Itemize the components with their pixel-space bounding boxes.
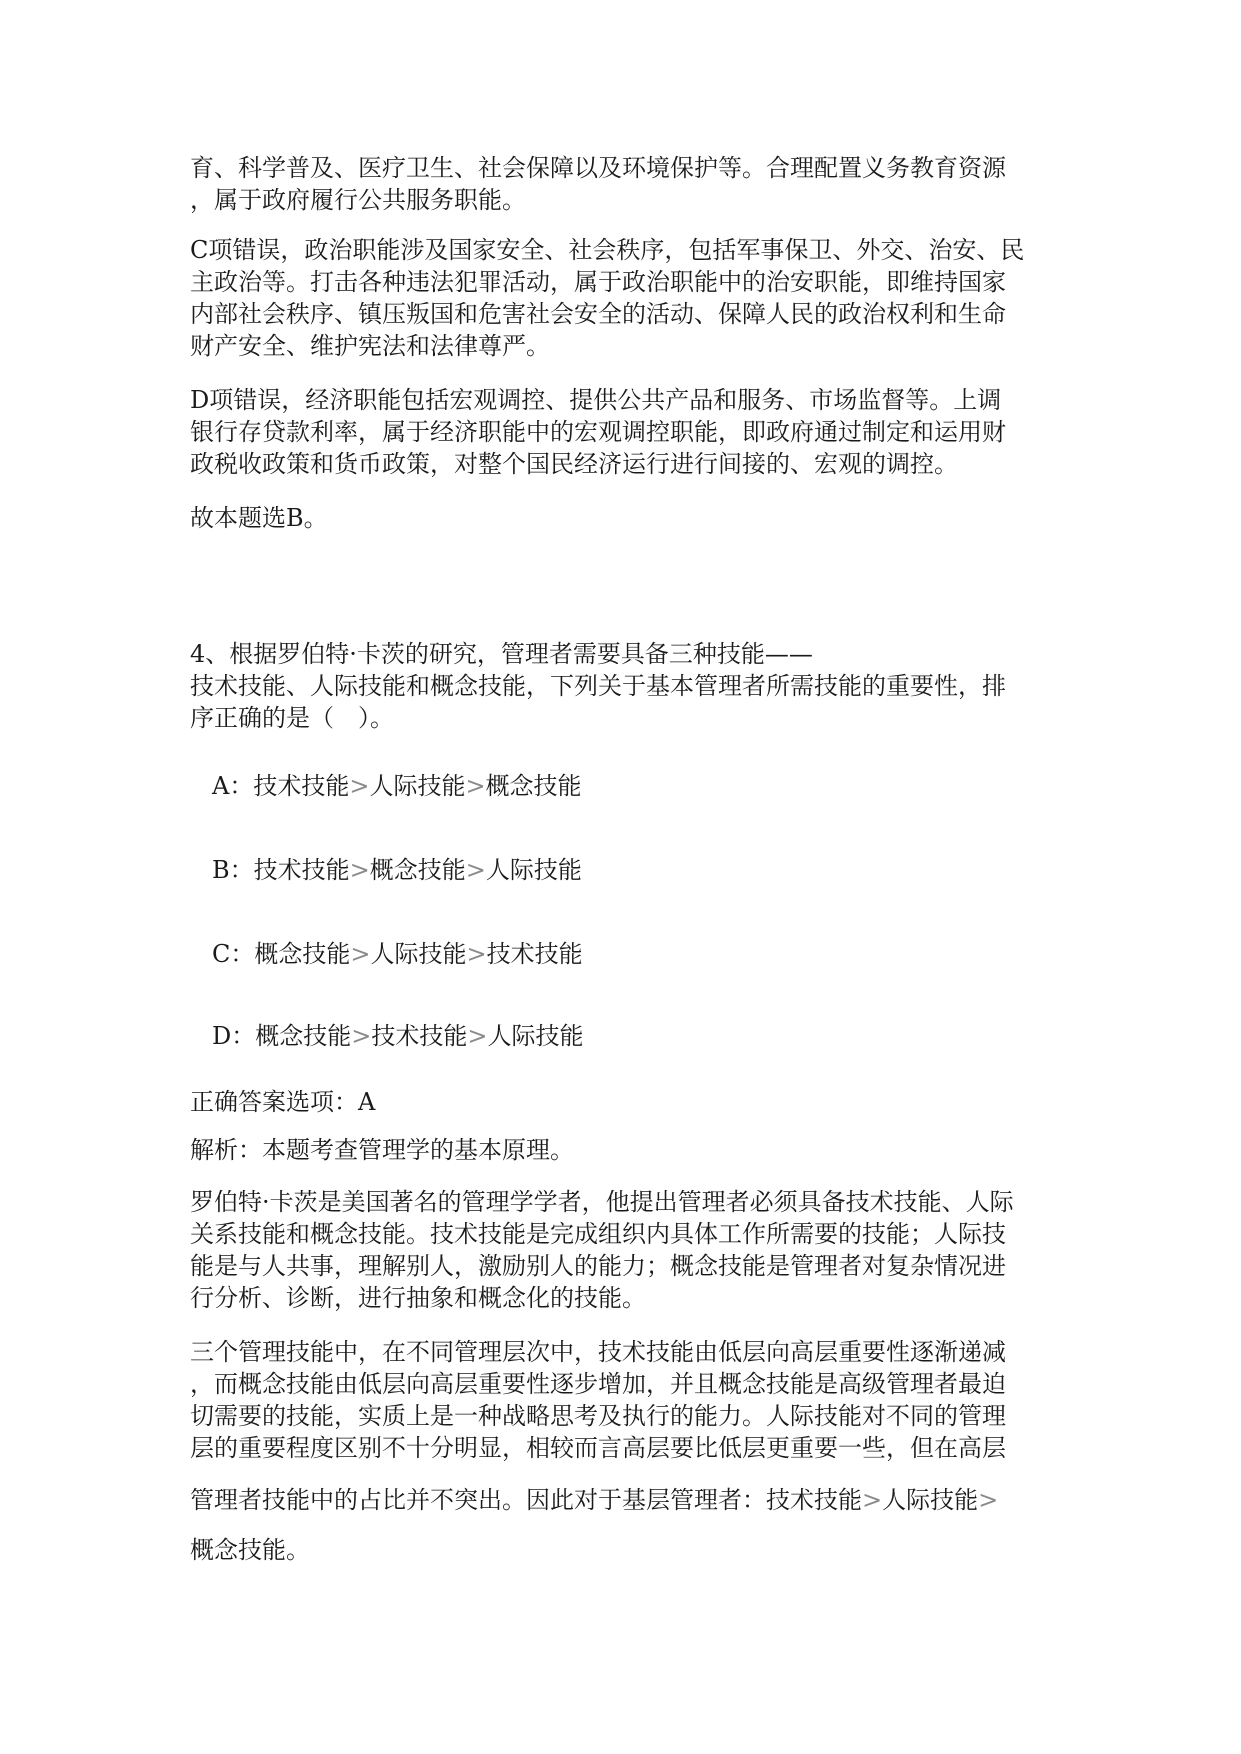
- greater-than-sign: >: [349, 772, 370, 800]
- option-skill: 技术技能: [371, 1022, 468, 1050]
- option-letter: D：: [212, 1022, 256, 1050]
- greater-than-sign: >: [467, 1022, 488, 1050]
- analysis-para-3: [190, 1484, 1060, 1516]
- option-skill: 人际技能: [485, 856, 582, 884]
- analysis-para-2: [190, 1336, 1060, 1464]
- text-line: 能是与人共事，理解别人，激励别人的能力；概念技能是管理者对复杂情况进: [190, 1252, 1006, 1280]
- option-skill: 概念技能: [254, 940, 351, 968]
- text-line: 银行存贷款利率，属于经济职能中的宏观调控职能，即政府通过制定和运用财: [190, 418, 1006, 446]
- explanation-para-d: [190, 384, 1060, 480]
- text-line: 政税收政策和货币政策，对整个国民经济运行进行间接的、宏观的调控。: [190, 450, 958, 478]
- text-line: 序正确的是（ ）。: [190, 704, 394, 732]
- option-skill: 概念技能: [255, 1022, 352, 1050]
- greater-than-sign: >: [466, 940, 487, 968]
- greater-than-sign: >: [465, 772, 486, 800]
- greater-than-sign: >: [862, 1486, 883, 1514]
- text-segment: 管理者技能中的占比并不突出。因此对于基层管理者：技术技能: [190, 1486, 862, 1514]
- text-line: 主政治等。打击各种违法犯罪活动，属于政治职能中的治安职能，即维持国家: [190, 268, 1006, 296]
- option-d: [212, 1020, 583, 1052]
- option-letter: A：: [212, 772, 254, 800]
- text-line: 财产安全、维护宪法和法律尊严。: [190, 332, 550, 360]
- text-line: C项错误，政治职能涉及国家安全、社会秩序，包括军事保卫、外交、治安、民: [190, 236, 1025, 264]
- option-skill: 人际技能: [370, 940, 467, 968]
- greater-than-sign: >: [350, 940, 371, 968]
- analysis-para-3-end: [190, 1534, 1060, 1566]
- greater-than-sign: >: [465, 856, 486, 884]
- option-letter: B：: [212, 856, 254, 884]
- analysis-para-1: [190, 1186, 1060, 1314]
- option-skill: 人际技能: [487, 1022, 584, 1050]
- question-stem: [190, 638, 1060, 734]
- option-skill: 技术技能: [486, 940, 583, 968]
- greater-than-sign: >: [351, 1022, 372, 1050]
- text-line: D项错误，经济职能包括宏观调控、提供公共产品和服务、市场监督等。上调: [190, 386, 1002, 414]
- option-skill: 概念技能: [369, 856, 466, 884]
- text-line: ，而概念技能由低层向高层重要性逐步增加，并且概念技能是高级管理者最迫: [190, 1370, 1006, 1398]
- text-line: 故本题选B。: [190, 504, 328, 532]
- option-skill: 技术技能: [253, 772, 350, 800]
- text-line: [190, 1484, 1060, 1516]
- option-b: [212, 854, 582, 886]
- text-line: 育、科学普及、医疗卫生、社会保障以及环境保护等。合理配置义务教育资源: [190, 154, 1006, 182]
- explanation-conclusion: [190, 502, 1060, 534]
- text-line: 解析：本题考查管理学的基本原理。: [190, 1136, 574, 1164]
- text-segment: 人际技能: [882, 1486, 979, 1514]
- greater-than-sign: >: [349, 856, 370, 884]
- text-line: 行分析、诊断，进行抽象和概念化的技能。: [190, 1284, 646, 1312]
- text-line: 4、根据罗伯特·卡茨的研究，管理者需要具备三种技能——: [190, 640, 813, 668]
- answer-text: 正确答案选项：A: [190, 1088, 376, 1116]
- text-line: 层的重要程度区别不十分明显，相较而言高层要比低层更重要一些，但在高层: [190, 1434, 1006, 1462]
- analysis-title: [190, 1134, 1060, 1166]
- text-line: 罗伯特·卡茨是美国著名的管理学学者，他提出管理者必须具备技术技能、人际: [190, 1188, 1014, 1216]
- explanation-para-c: [190, 234, 1060, 362]
- text-line: 概念技能。: [190, 1536, 310, 1564]
- greater-than-sign: >: [978, 1486, 999, 1514]
- text-line: 三个管理技能中，在不同管理层次中，技术技能由低层向高层重要性逐渐递减: [190, 1338, 1006, 1366]
- text-line: ，属于政府履行公共服务职能。: [190, 186, 526, 214]
- option-skill: 概念技能: [485, 772, 582, 800]
- explanation-para-b: [190, 152, 1060, 216]
- text-line: 技术技能、人际技能和概念技能，下列关于基本管理者所需技能的重要性，排: [190, 672, 1006, 700]
- text-line: 内部社会秩序、镇压叛国和危害社会安全的活动、保障人民的政治权利和生命: [190, 300, 1006, 328]
- option-a: [212, 770, 582, 802]
- correct-answer: [190, 1086, 1060, 1118]
- option-letter: C：: [212, 940, 255, 968]
- option-skill: 人际技能: [369, 772, 466, 800]
- option-skill: 技术技能: [253, 856, 350, 884]
- text-line: 关系技能和概念技能。技术技能是完成组织内具体工作所需要的技能；人际技: [190, 1220, 1006, 1248]
- option-c: [212, 938, 583, 970]
- text-line: 切需要的技能，实质上是一种战略思考及执行的能力。人际技能对不同的管理: [190, 1402, 1006, 1430]
